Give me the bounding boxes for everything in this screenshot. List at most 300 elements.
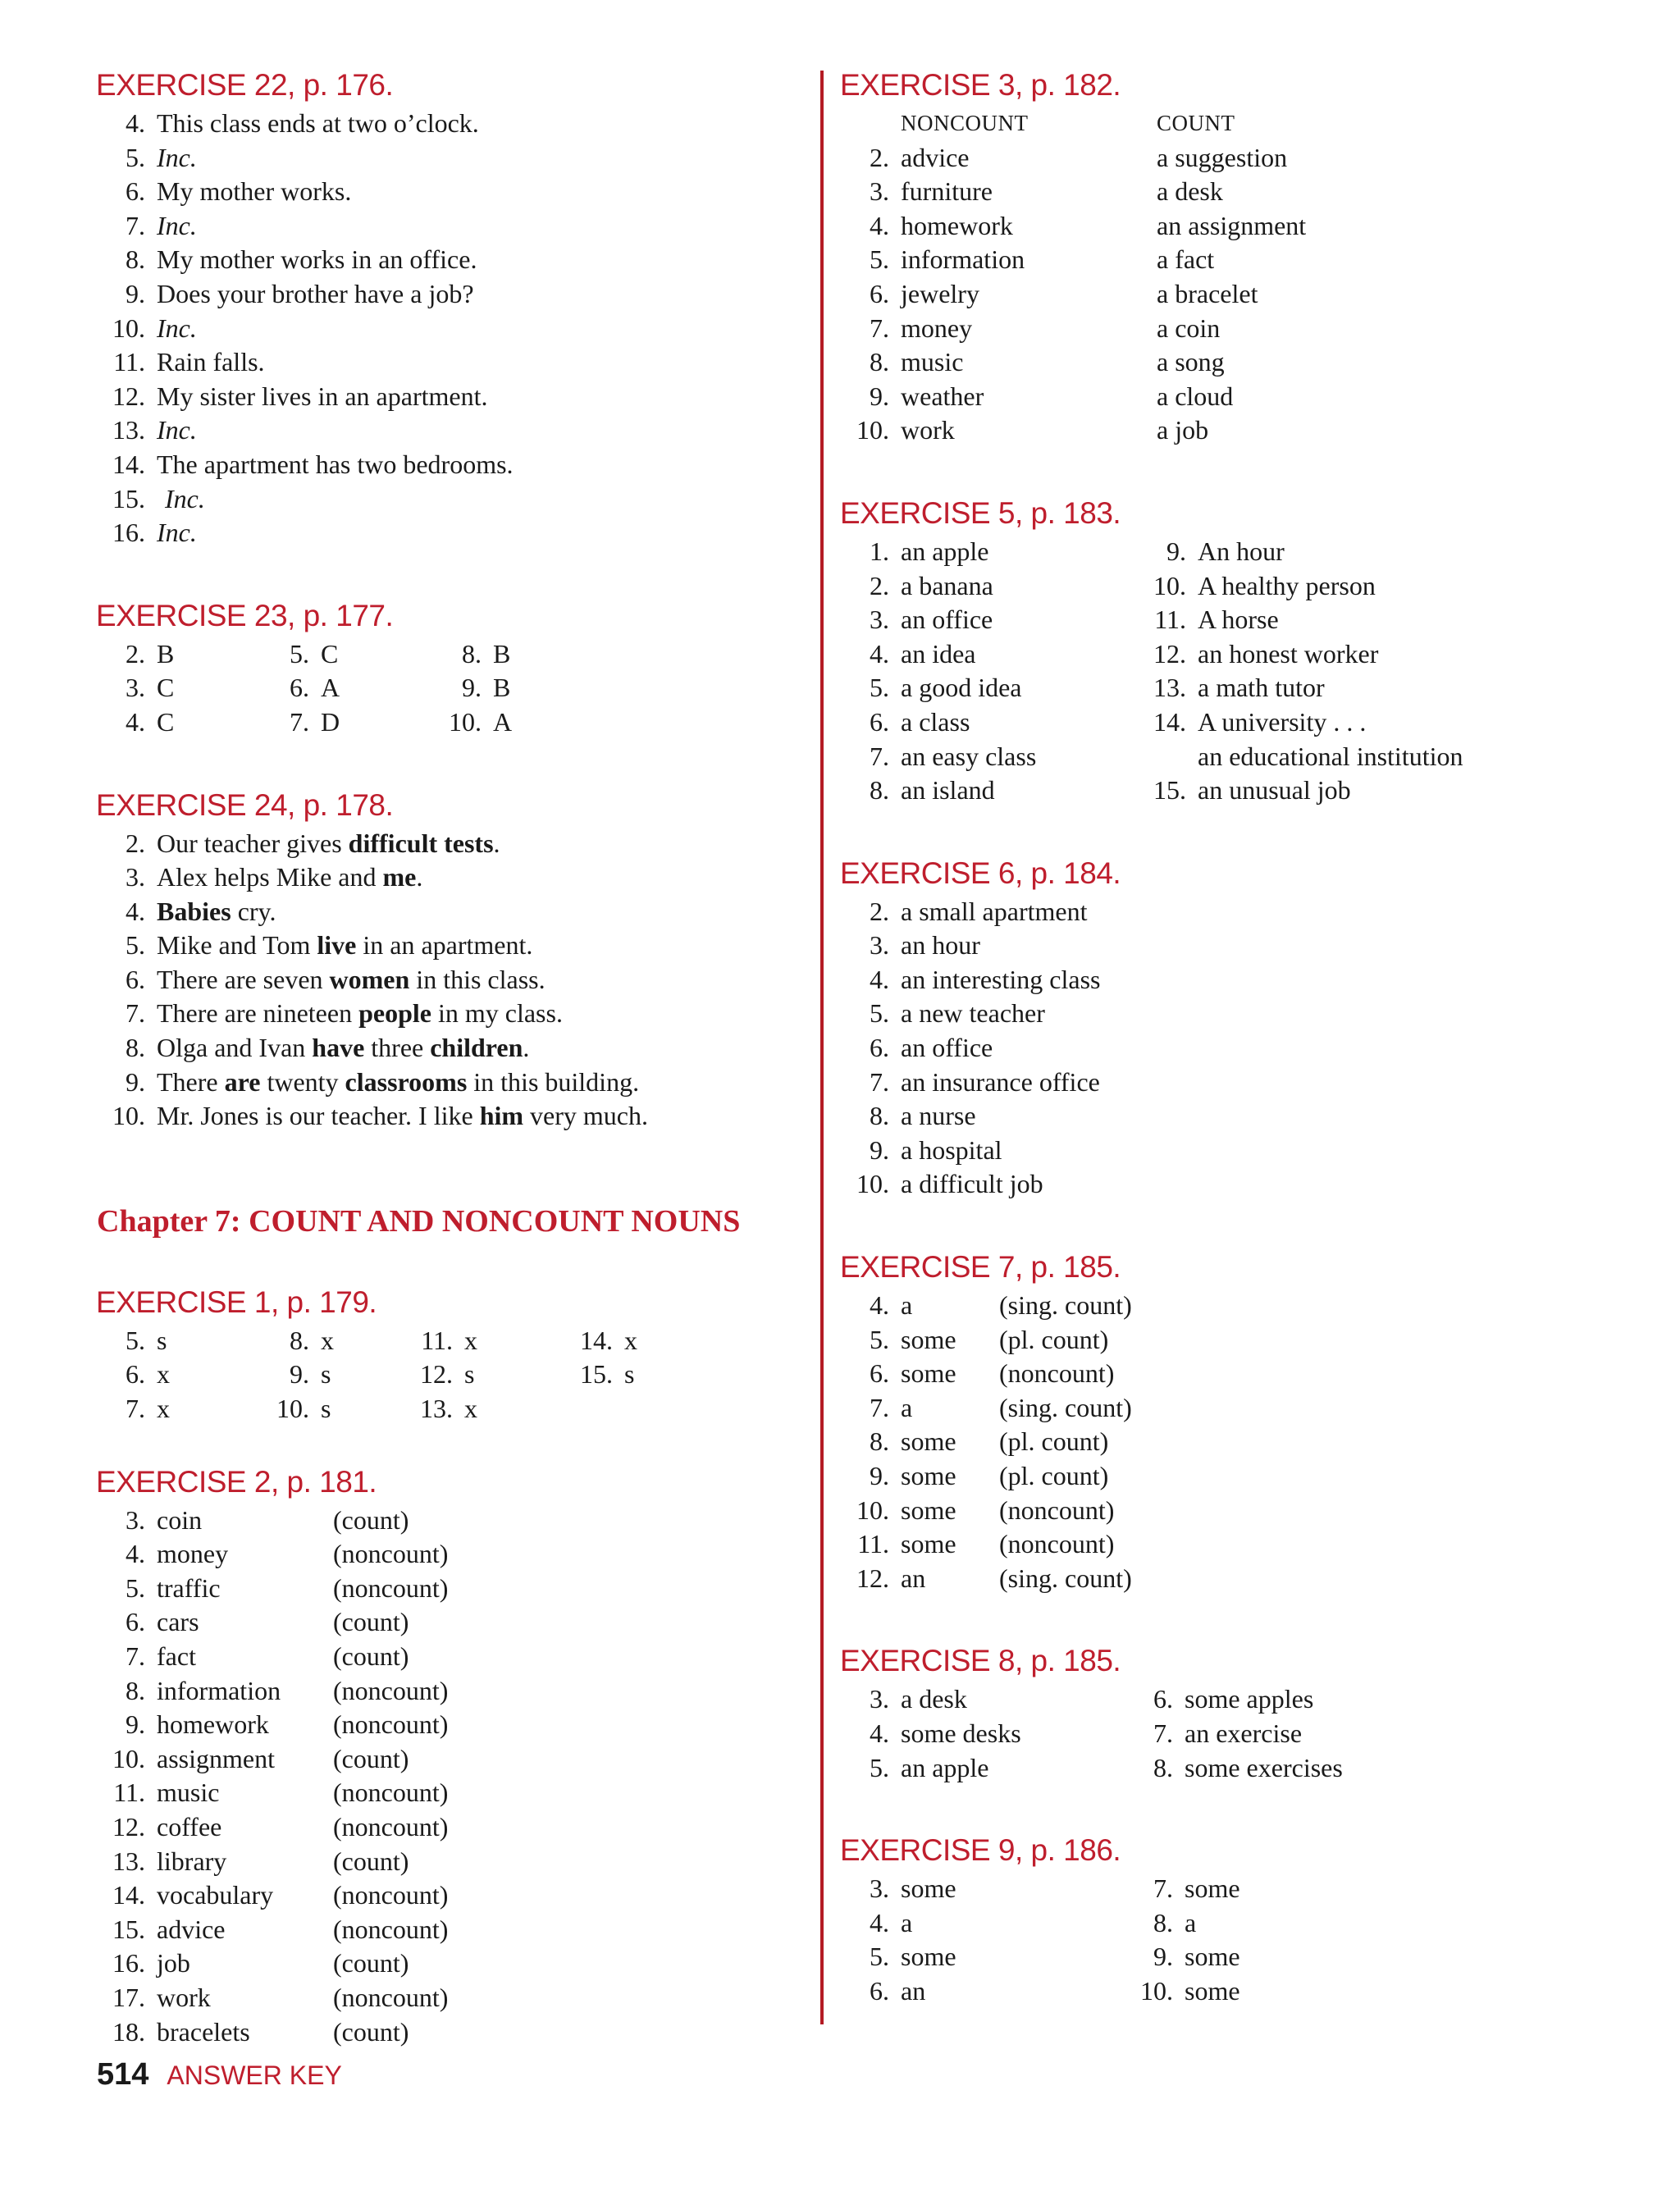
item-text: a hospital	[901, 1134, 1002, 1165]
item-number: 5.	[870, 244, 889, 275]
page-footer	[97, 2057, 342, 2092]
text-part: in my class.	[431, 998, 563, 1029]
list-item	[93, 1674, 819, 1709]
item-number: 6.	[870, 1358, 889, 1389]
list-item	[1134, 535, 1593, 569]
item-text: some	[901, 1873, 956, 1904]
list-item	[93, 413, 819, 448]
item-word: advice	[157, 1914, 226, 1944]
item-category: (sing. count)	[999, 1290, 1132, 1321]
item-word: library	[157, 1846, 227, 1876]
item-category: a fact	[1157, 244, 1215, 275]
list-item	[400, 1358, 560, 1392]
item-word: information	[157, 1675, 281, 1705]
grid-column	[257, 1324, 400, 1426]
item-number: 6.	[290, 673, 309, 703]
item-text: a new teacher	[901, 998, 1045, 1029]
list-item	[93, 277, 819, 312]
list-item	[93, 312, 819, 346]
item-category: (count)	[333, 1504, 409, 1535]
list-item	[837, 1391, 1624, 1426]
list-item	[93, 929, 819, 963]
list-item	[257, 1324, 400, 1358]
exercise-24	[93, 786, 819, 1134]
item-word: weather	[901, 381, 984, 411]
item-number: 7.	[126, 1641, 145, 1671]
list-item	[1121, 1974, 1531, 2009]
item-text: C	[321, 638, 339, 669]
item-category: a job	[1157, 415, 1209, 445]
item-word: information	[901, 244, 1025, 275]
list-item	[837, 380, 1624, 414]
item-word: a	[901, 1290, 913, 1321]
grid-column	[93, 637, 257, 740]
item-text: some	[1185, 1873, 1240, 1904]
item-text: a banana	[901, 570, 993, 600]
grid-column	[1121, 1682, 1531, 1785]
item-text	[157, 1099, 648, 1134]
list-item	[837, 1323, 1624, 1358]
item-word: cars	[157, 1607, 199, 1637]
item-category: (noncount)	[333, 1675, 449, 1705]
item-number: 9.	[1166, 536, 1186, 566]
item-number: 2.	[870, 570, 889, 600]
item-text: a good idea	[901, 673, 1022, 703]
item-text: s	[321, 1359, 331, 1390]
list-item	[93, 1099, 819, 1134]
item-text: My sister lives in an apartment.	[157, 381, 488, 411]
grid-column	[1121, 1872, 1531, 2008]
list-item	[1121, 1940, 1531, 1974]
item-text: C	[157, 673, 175, 703]
list-item	[837, 603, 1134, 637]
list-item	[837, 141, 1624, 176]
bold-answer: him	[479, 1101, 524, 1131]
item-category: (sing. count)	[999, 1563, 1132, 1593]
item-text	[157, 997, 563, 1031]
item-number: 5.	[870, 1752, 889, 1782]
text-part: .	[493, 828, 500, 858]
item-word: bracelets	[157, 2016, 250, 2047]
item-text: an idea	[901, 638, 976, 669]
list-item	[837, 637, 1134, 672]
item-number: 8.	[870, 775, 889, 805]
exercise-8	[837, 1641, 1624, 1785]
item-text: x	[464, 1394, 477, 1424]
item-number: 18.	[112, 2016, 145, 2047]
item-number: 5.	[870, 998, 889, 1029]
item-text: s	[157, 1325, 167, 1355]
item-number: 6.	[126, 1359, 145, 1390]
item-number: 3.	[126, 673, 145, 703]
item-number: 6.	[870, 278, 889, 308]
list-item	[93, 1358, 257, 1392]
list-item	[1134, 603, 1593, 637]
item-category: (noncount)	[333, 1880, 449, 1910]
item-number: 12.	[1153, 638, 1186, 669]
bold-answer: have	[312, 1033, 365, 1063]
item-text: a	[901, 1907, 913, 1937]
exercise-6-list	[837, 895, 1624, 1202]
bold-answer: people	[358, 998, 431, 1029]
item-text: C	[157, 706, 175, 737]
grid-column	[837, 1872, 1121, 2008]
item-number: 10.	[856, 1169, 889, 1199]
text-part: in this class.	[409, 964, 546, 994]
item-text: an	[901, 1975, 926, 2006]
item-number: 7.	[870, 1066, 889, 1097]
list-item	[837, 1425, 1624, 1459]
item-text: some desks	[901, 1718, 1021, 1748]
exercise-1-grid	[93, 1324, 819, 1426]
item-word: assignment	[157, 1743, 275, 1773]
exercise-title: EXERCISE 24, p. 178.	[96, 787, 394, 822]
item-word: work	[901, 415, 955, 445]
list-item	[837, 1527, 1624, 1562]
item-number: 12.	[420, 1359, 453, 1390]
item-number: 15.	[112, 483, 145, 513]
list-item	[837, 1940, 1121, 1974]
list-item	[400, 1392, 560, 1426]
item-category: (noncount)	[333, 1778, 449, 1808]
item-number: 10.	[112, 1743, 145, 1773]
item-word: homework	[901, 210, 1013, 240]
item-number: 4.	[870, 1907, 889, 1937]
item-category: (count)	[333, 1641, 409, 1671]
item-number: 8.	[870, 1101, 889, 1131]
list-item	[837, 345, 1624, 380]
list-item	[837, 1682, 1121, 1717]
item-text: x	[157, 1394, 170, 1424]
item-number: 1.	[870, 536, 889, 566]
list-item	[93, 827, 819, 861]
item-category: a coin	[1157, 313, 1221, 343]
list-item	[93, 1640, 819, 1674]
item-number: 10.	[1153, 570, 1186, 600]
bold-answer: classrooms	[345, 1066, 468, 1097]
item-number: 8.	[870, 1426, 889, 1457]
list-item	[837, 1717, 1121, 1751]
item-number: 9.	[870, 1461, 889, 1490]
item-word: some	[901, 1461, 956, 1490]
item-text	[157, 827, 500, 861]
item-word: some	[901, 1358, 956, 1389]
exercise-title: EXERCISE 22, p. 176.	[96, 68, 394, 102]
item-text: Inc.	[165, 483, 205, 513]
text-part: cry.	[231, 896, 276, 926]
item-number: 6.	[126, 964, 145, 994]
item-number: 4.	[870, 964, 889, 994]
list-item	[837, 1494, 1624, 1528]
item-number: 12.	[112, 381, 145, 411]
list-item	[93, 345, 819, 380]
grid-column	[93, 1324, 257, 1426]
list-item	[837, 277, 1624, 312]
list-item	[93, 671, 257, 705]
exercise-3-list	[837, 141, 1624, 448]
item-number: 5.	[126, 142, 145, 172]
exercise-24-list	[93, 827, 819, 1134]
exercise-2	[93, 1463, 819, 2050]
item-word: job	[157, 1948, 190, 1978]
right-column	[837, 66, 1624, 2055]
exercise-9	[837, 1831, 1624, 2008]
item-number: 8.	[870, 347, 889, 377]
item-text: Rain falls.	[157, 347, 265, 377]
list-item	[837, 1134, 1624, 1168]
grid-column	[560, 1324, 724, 1426]
item-number: 4.	[126, 706, 145, 737]
list-item	[1121, 1682, 1531, 1717]
item-category: (count)	[333, 1743, 409, 1773]
list-item	[257, 1392, 400, 1426]
list-item	[837, 1872, 1121, 1906]
item-word: furniture	[901, 176, 993, 207]
column-divider	[820, 71, 824, 2024]
item-number: 7.	[1153, 1718, 1173, 1748]
exercise-title: EXERCISE 6, p. 184.	[840, 856, 1121, 890]
item-number: 6.	[870, 1033, 889, 1063]
item-number: 8.	[290, 1325, 309, 1355]
item-number: 6.	[1153, 1684, 1173, 1714]
list-item	[93, 107, 819, 141]
list-item	[837, 997, 1624, 1031]
exercise-title: EXERCISE 9, p. 186.	[840, 1833, 1121, 1868]
item-category: (pl. count)	[999, 1461, 1109, 1490]
item-text: This class ends at two o’clock.	[157, 108, 479, 138]
item-category: an assignment	[1157, 210, 1307, 240]
item-number: 7.	[870, 1392, 889, 1422]
exercise-6	[837, 854, 1624, 1202]
text-part: There are nineteen	[157, 998, 359, 1029]
item-category: (noncount)	[333, 1539, 449, 1569]
item-text: an apple	[901, 1752, 989, 1782]
item-word: homework	[157, 1709, 269, 1740]
noncount-header: NONCOUNT	[901, 111, 1029, 135]
item-number: 8.	[462, 638, 482, 669]
item-number: 8.	[1153, 1752, 1173, 1782]
item-word: traffic	[157, 1572, 221, 1603]
item-number: 5.	[870, 673, 889, 703]
item-text	[157, 860, 422, 895]
list-item	[257, 1358, 400, 1392]
item-word: a	[901, 1392, 913, 1422]
item-word: vocabulary	[157, 1880, 274, 1910]
text-part: in an apartment.	[356, 930, 533, 961]
list-item	[93, 860, 819, 895]
left-column	[93, 66, 819, 2095]
list-item	[93, 1845, 819, 1879]
item-number: 6.	[126, 1607, 145, 1637]
item-number: 3.	[126, 1504, 145, 1535]
item-category: (sing. count)	[999, 1392, 1132, 1422]
item-text: an hour	[901, 930, 980, 961]
item-number: 4.	[870, 1718, 889, 1748]
list-item	[837, 243, 1624, 277]
item-number: 14.	[112, 1880, 145, 1910]
item-number: 3.	[870, 605, 889, 635]
item-text: Inc.	[157, 415, 197, 445]
item-text: s	[624, 1359, 635, 1390]
list-item	[837, 535, 1134, 569]
list-item	[837, 1099, 1624, 1134]
item-text: an office	[901, 1033, 993, 1063]
bold-answer: difficult tests	[348, 828, 494, 858]
item-text: a class	[901, 706, 970, 737]
item-category: (noncount)	[333, 1914, 449, 1944]
item-text: Inc.	[157, 210, 197, 240]
list-item	[93, 1878, 819, 1913]
column-headers	[837, 107, 1624, 141]
item-text: A	[493, 706, 513, 737]
grid-column	[837, 1682, 1121, 1785]
list-item	[837, 209, 1624, 244]
list-item	[1121, 1717, 1531, 1751]
grid-column	[257, 637, 429, 740]
list-item	[1134, 774, 1593, 808]
item-number: 3.	[870, 1873, 889, 1904]
item-text	[157, 1031, 529, 1066]
text-part: Olga and Ivan	[157, 1033, 313, 1063]
item-number: 11.	[857, 1529, 889, 1559]
list-item	[93, 1537, 819, 1572]
exercise-3	[837, 66, 1624, 448]
exercise-title: EXERCISE 7, p. 185.	[840, 1250, 1121, 1285]
item-text: A university . . .	[1198, 706, 1367, 737]
item-word: some	[901, 1529, 956, 1559]
item-text: Does your brother have a job?	[157, 278, 474, 308]
item-number: 7.	[126, 1394, 145, 1424]
text-part: in this building.	[467, 1066, 640, 1097]
exercise-title: EXERCISE 3, p. 182.	[840, 68, 1121, 102]
item-number: 2.	[126, 828, 145, 858]
list-item	[429, 671, 626, 705]
item-word: some	[901, 1426, 956, 1457]
item-number: 7.	[870, 741, 889, 771]
item-category: (pl. count)	[999, 1426, 1109, 1457]
item-number: 9.	[126, 1066, 145, 1097]
item-category: a cloud	[1157, 381, 1234, 411]
item-text: A horse	[1198, 605, 1279, 635]
list-item	[560, 1324, 724, 1358]
list-item	[93, 1946, 819, 1981]
item-number: 15.	[112, 1914, 145, 1944]
item-number: 9.	[126, 278, 145, 308]
item-number: 4.	[126, 108, 145, 138]
item-category: (noncount)	[999, 1358, 1115, 1389]
item-number: 10.	[1140, 1975, 1173, 2006]
list-item	[93, 141, 819, 176]
item-number: 9.	[1153, 1942, 1173, 1972]
item-number: 12.	[112, 1811, 145, 1841]
item-number: 7.	[126, 210, 145, 240]
item-number: 11.	[421, 1325, 453, 1355]
item-number: 9.	[870, 1134, 889, 1165]
item-text: s	[464, 1359, 475, 1390]
list-item	[837, 1974, 1121, 2009]
item-category: a suggestion	[1157, 142, 1288, 172]
list-item	[93, 209, 819, 244]
item-number: 4.	[126, 896, 145, 926]
list-item	[93, 175, 819, 209]
item-number: 10.	[856, 1495, 889, 1525]
list-item	[93, 1810, 819, 1845]
list-item	[93, 243, 819, 277]
item-text: x	[464, 1325, 477, 1355]
list-item	[93, 516, 819, 550]
item-number: 16.	[112, 518, 145, 548]
list-item	[93, 1504, 819, 1538]
text-part: three	[364, 1033, 431, 1063]
item-word: some	[901, 1324, 956, 1354]
item-category: (noncount)	[333, 1982, 449, 2012]
item-text	[157, 929, 532, 963]
list-item	[93, 1572, 819, 1606]
list-item	[429, 637, 626, 672]
exercise-22-list	[93, 107, 819, 550]
text-part: very much.	[523, 1101, 648, 1131]
item-number: 11.	[113, 347, 145, 377]
exercise-2-list	[93, 1504, 819, 2050]
item-number: 9.	[870, 381, 889, 411]
list-item	[93, 1708, 819, 1742]
item-word: advice	[901, 142, 970, 172]
item-text: a desk	[901, 1684, 967, 1714]
exercise-23-grid	[93, 637, 819, 740]
item-number: 4.	[870, 1290, 889, 1321]
exercise-5	[837, 494, 1624, 808]
list-item	[93, 482, 819, 517]
item-number: 5.	[290, 638, 309, 669]
item-category: a song	[1157, 347, 1225, 377]
grid-column	[837, 535, 1134, 808]
item-number: 4.	[126, 1539, 145, 1569]
item-number: 8.	[1153, 1907, 1173, 1937]
list-item	[1134, 705, 1593, 740]
item-number: 6.	[870, 1975, 889, 2006]
list-item	[1134, 637, 1593, 672]
item-number: 2.	[126, 638, 145, 669]
item-text: An hour	[1198, 536, 1285, 566]
list-item	[93, 1742, 819, 1777]
list-item	[837, 705, 1134, 740]
item-text: D	[321, 706, 340, 737]
exercise-1	[93, 1283, 819, 1426]
exercise-title: EXERCISE 2, p. 181.	[96, 1464, 377, 1499]
item-text: B	[493, 673, 511, 703]
list-item	[837, 963, 1624, 997]
item-number: 9.	[462, 673, 482, 703]
list-item	[837, 895, 1624, 929]
item-number: 7.	[126, 998, 145, 1029]
list-item	[1134, 740, 1593, 774]
item-category: (noncount)	[999, 1529, 1115, 1559]
list-item	[1121, 1906, 1531, 1941]
list-item	[1134, 671, 1593, 705]
item-text: a difficult job	[901, 1169, 1043, 1199]
list-item	[1134, 569, 1593, 604]
item-text: B	[157, 638, 175, 669]
text-part: Mike and Tom	[157, 930, 317, 961]
list-item	[837, 1357, 1624, 1391]
list-item	[93, 1776, 819, 1810]
item-text	[157, 1066, 639, 1100]
item-text: A	[321, 673, 340, 703]
list-item	[837, 1031, 1624, 1066]
text-part: There	[157, 1066, 225, 1097]
item-number: 14.	[112, 449, 145, 479]
chapter-heading: Chapter 7: COUNT AND NONCOUNT NOUNS	[97, 1203, 741, 1239]
